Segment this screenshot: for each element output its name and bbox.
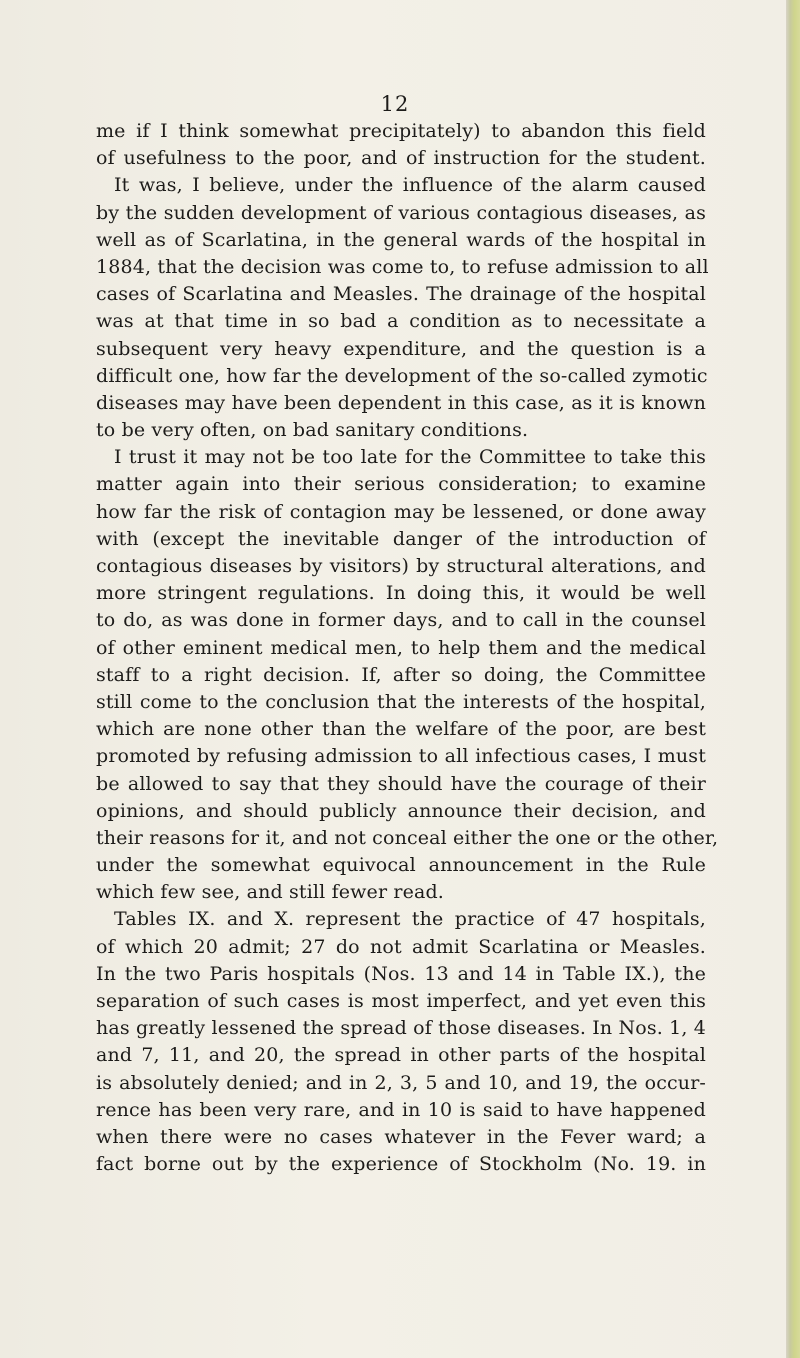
text-line: staff to a right decision. If, after so doing, the Committee (96, 663, 706, 686)
text-line: matter again into their serious consideration; to examine (96, 473, 706, 496)
text-line: which are none other than the welfare of the poor, are best (96, 718, 706, 741)
text-line: diseases may have been dependent in this case, as it is known (96, 391, 706, 414)
text-line: when there were no cases whatever in the Fever ward; a (96, 1125, 706, 1148)
text-line: still come to the conclusion that the interests of the hospital, (96, 690, 706, 713)
text-line: fact borne out by the experience of Stockholm (No. 19. in (96, 1153, 706, 1176)
text-line: more stringent regulations. In doing this, it would be well (96, 582, 706, 605)
text-line: It was, I believe, under the influence of the alarm caused (114, 174, 706, 197)
text-line: with (except the inevitable danger of the introduction of (96, 527, 706, 550)
text-line: to be very often, on bad sanitary conditions. (96, 419, 529, 442)
text-line: subsequent very heavy expenditure, and the question is a (96, 337, 706, 360)
text-line: how far the risk of contagion may be lessened, or done away (96, 500, 706, 523)
text-line: I trust it may not be too late for the Committee to take this (114, 446, 706, 469)
page-number: 12 (380, 92, 410, 116)
text-line: well as of Scarlatina, in the general wards of the hospital in (96, 228, 706, 251)
text-line: of usefulness to the poor, and of instruction for the student. (96, 147, 706, 170)
text-line: opinions, and should publicly announce their decision, and (96, 799, 706, 822)
text-line: Tables IX. and X. represent the practice of 47 hospitals, (114, 908, 706, 931)
text-line: to do, as was done in former days, and to call in the counsel (96, 609, 706, 632)
text-line: me if I think somewhat precipitately) to abandon this field (96, 120, 706, 142)
text-line: difficult one, how far the development of the so-called zymotic (96, 364, 708, 387)
text-line: and 7, 11, and 20, the spread in other parts of the hospital (96, 1044, 706, 1067)
text-line: of other eminent medical men, to help them and the medical (96, 636, 706, 659)
text-line: by the sudden development of various contagious diseases, as (96, 201, 706, 224)
text-line: promoted by refusing admission to all infectious cases, I must (96, 745, 706, 768)
text-line: which few see, and still fewer read. (96, 881, 444, 904)
text-line: rence has been very rare, and in 10 is said to have happened (96, 1098, 706, 1121)
text-line: cases of Scarlatina and Measles. The drainage of the hospital (96, 283, 706, 306)
body-text (96, 118, 719, 1178)
text-line: has greatly lessened the spread of those diseases. In Nos. 1, 4 (96, 1017, 706, 1040)
text-line: was at that time in so bad a condition as to necessitate a (96, 310, 706, 333)
text-line: be allowed to say that they should have the courage of their (96, 772, 706, 795)
text-line: is absolutely denied; and in 2, 3, 5 and 10, and 19, the occur- (96, 1071, 706, 1094)
text-line: contagious diseases by visitors) by structural alterations, and (96, 555, 706, 577)
text-line: of which 20 admit; 27 do not admit Scarlatina or Measles. (96, 935, 706, 958)
text-line: In the two Paris hospitals (Nos. 13 and 14 in Table IX.), the (96, 962, 706, 985)
text-line: 1884, that the decision was come to, to refuse admission to all (96, 255, 709, 278)
text-line: under the somewhat equivocal announcement in the Rule (96, 854, 706, 877)
text-line: separation of such cases is most imperfect, and yet even this (96, 990, 706, 1012)
text-line: their reasons for it, and not conceal either the one or the other, (96, 826, 719, 849)
page-edge (786, 0, 800, 1358)
